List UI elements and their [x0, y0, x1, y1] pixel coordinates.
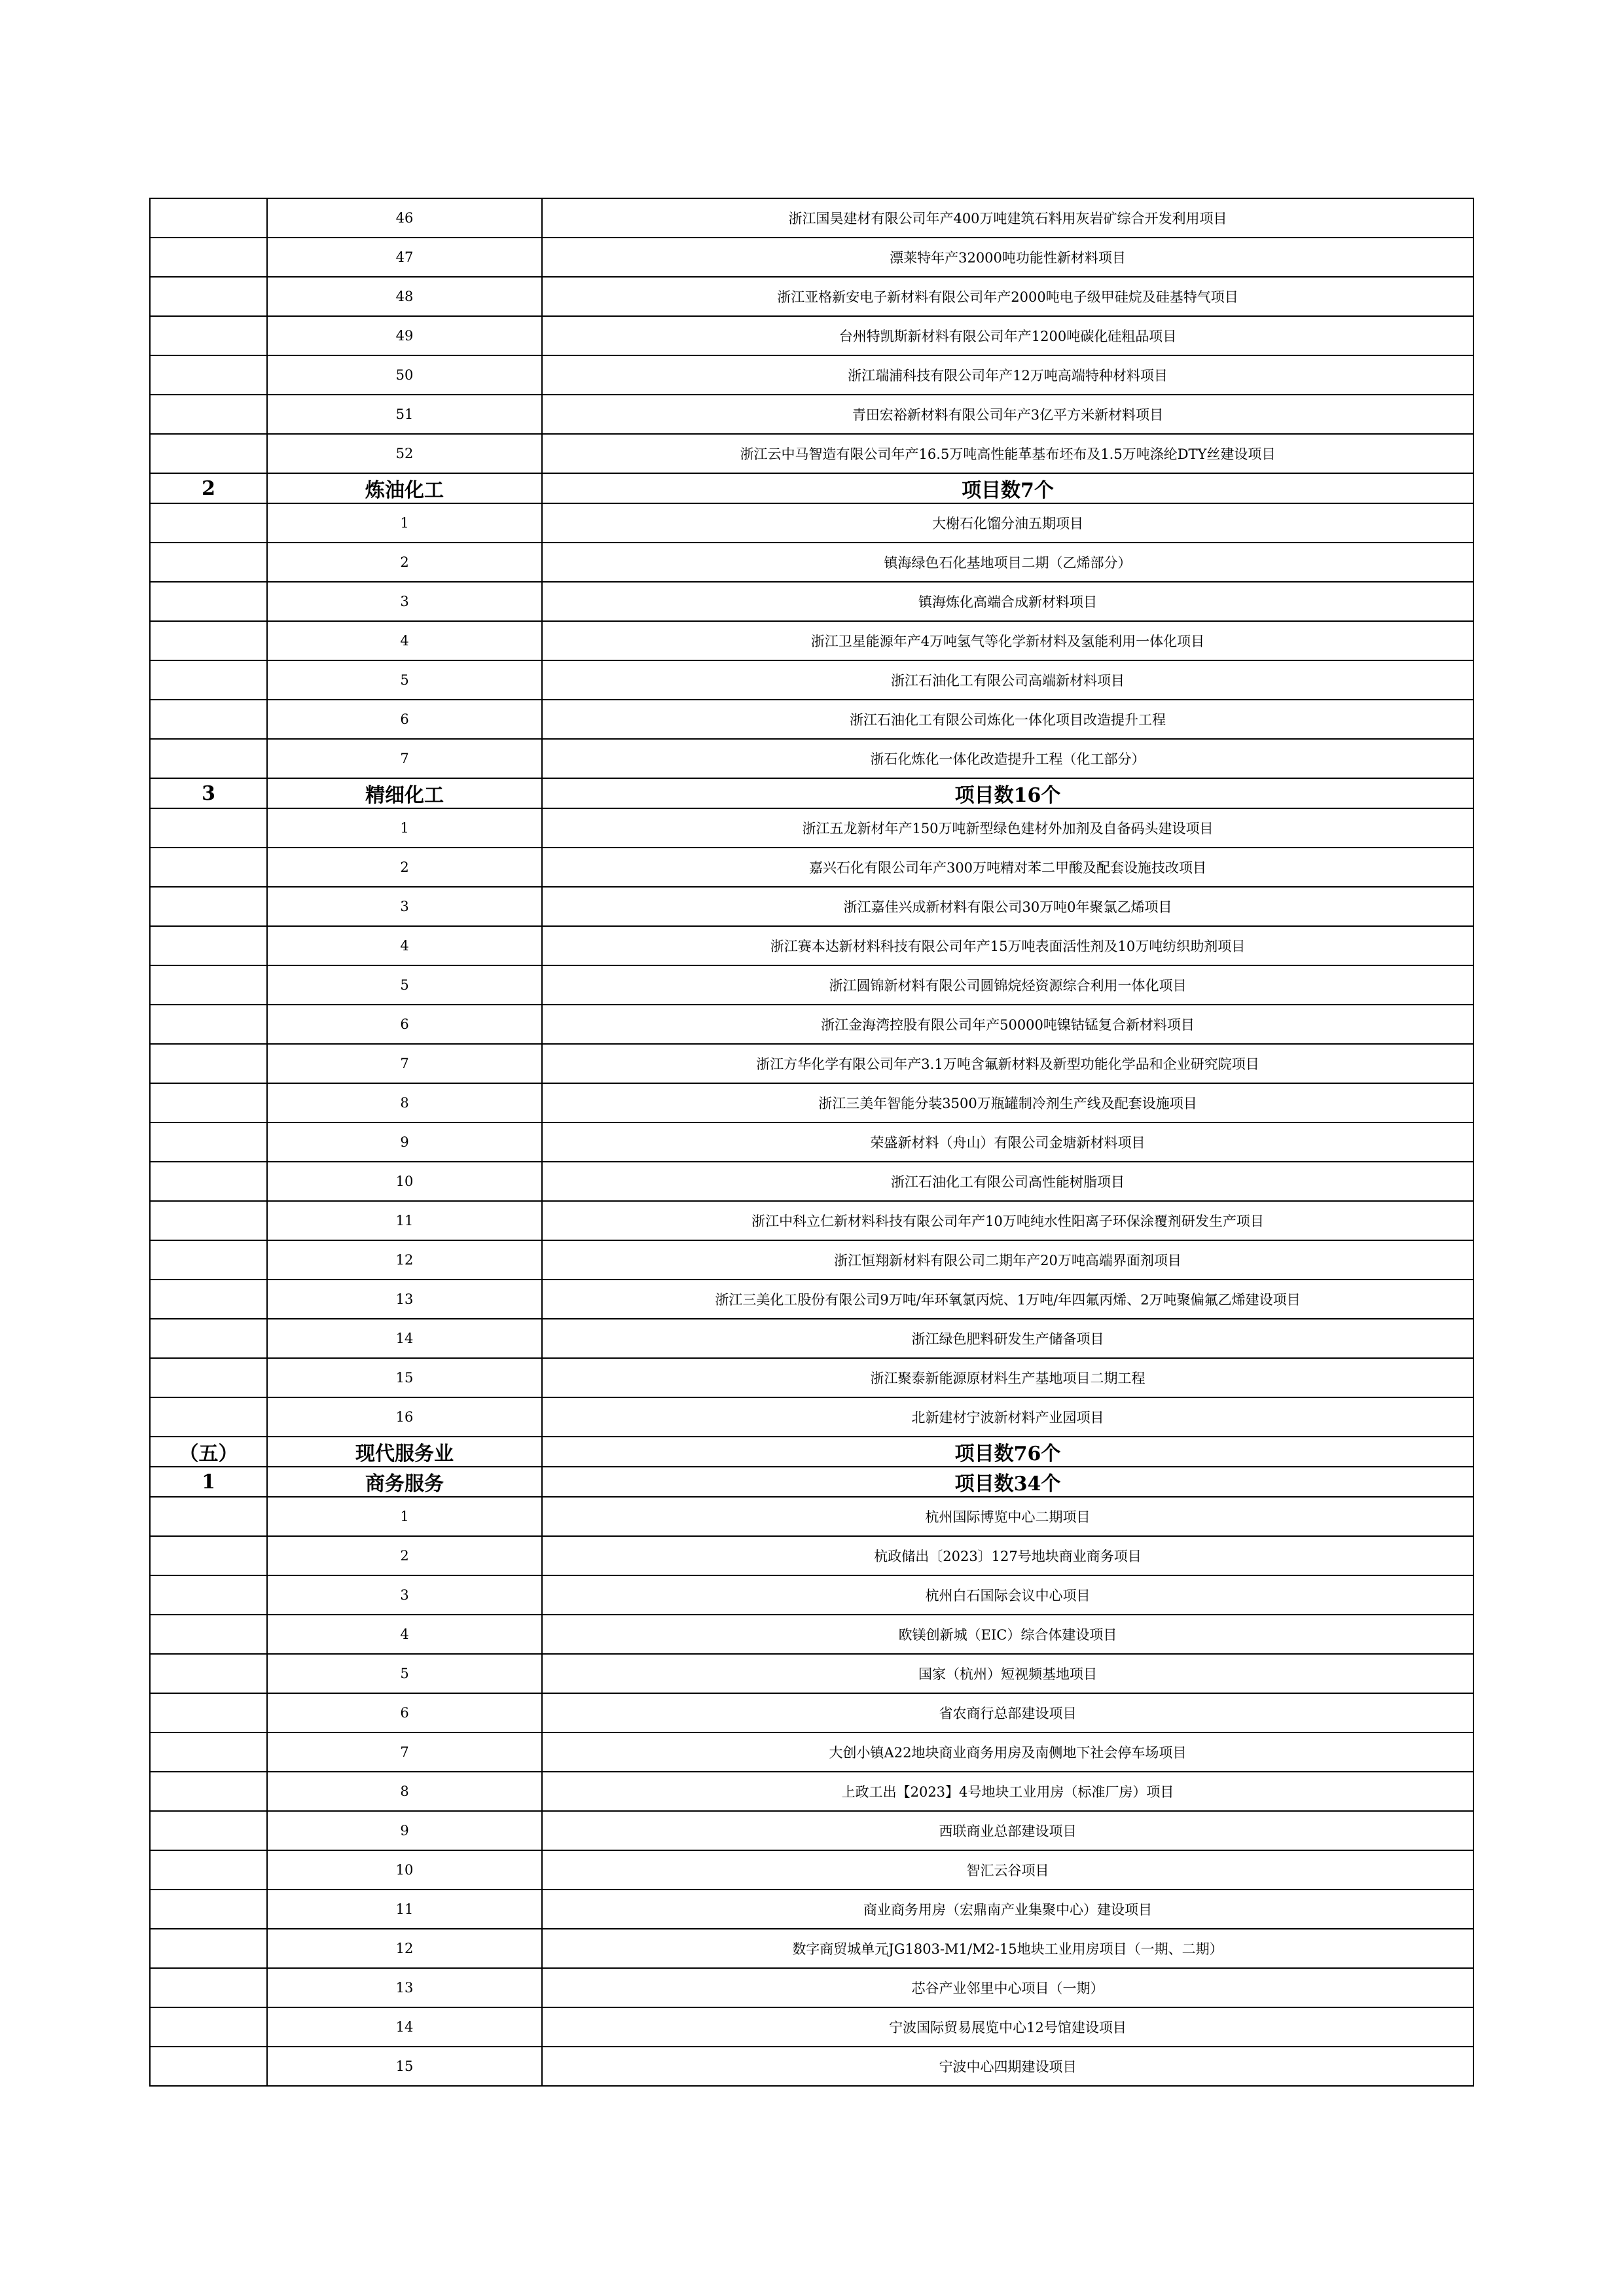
project-row — [150, 582, 1473, 621]
project-row — [150, 1240, 1473, 1280]
project-row — [150, 1850, 1473, 1890]
project-number: 47 — [267, 238, 542, 277]
project-name: 西联商业总部建设项目 — [542, 1811, 1473, 1850]
project-number: 3 — [267, 1575, 542, 1615]
project-name: 宁波中心四期建设项目 — [542, 2047, 1473, 2086]
project-number: 48 — [267, 277, 542, 316]
project-row — [150, 1358, 1473, 1397]
project-row — [150, 1319, 1473, 1358]
category-cell — [150, 1280, 267, 1319]
category-cell — [150, 1929, 267, 1968]
category-cell — [150, 1358, 267, 1397]
project-name: 杭州白石国际会议中心项目 — [542, 1575, 1473, 1615]
project-row — [150, 926, 1473, 965]
category-row — [150, 473, 1473, 503]
project-name: 浙江圆锦新材料有限公司圆锦烷烃资源综合利用一体化项目 — [542, 965, 1473, 1005]
project-name: 浙江五龙新材年产150万吨新型绿色建材外加剂及自备码头建设项目 — [542, 808, 1473, 848]
project-name: 浙石化炼化一体化改造提升工程（化工部分） — [542, 739, 1473, 778]
project-row — [150, 1575, 1473, 1615]
project-row — [150, 1772, 1473, 1811]
category-cell — [150, 1536, 267, 1575]
project-name: 浙江国昊建材有限公司年产400万吨建筑石料用灰岩矿综合开发利用项目 — [542, 198, 1473, 238]
project-name: 浙江嘉佳兴成新材料有限公司30万吨0年聚氯乙烯项目 — [542, 887, 1473, 926]
project-row — [150, 1732, 1473, 1772]
project-number: 5 — [267, 1654, 542, 1693]
project-row — [150, 1536, 1473, 1575]
project-number: 13 — [267, 1968, 542, 2007]
project-row — [150, 965, 1473, 1005]
project-row — [150, 660, 1473, 700]
project-name: 浙江金海湾控股有限公司年产50000吨镍钴锰复合新材料项目 — [542, 1005, 1473, 1044]
project-row — [150, 1890, 1473, 1929]
project-row — [150, 316, 1473, 355]
project-number: 51 — [267, 395, 542, 434]
project-number: 3 — [267, 582, 542, 621]
project-row — [150, 543, 1473, 582]
category-cell — [150, 660, 267, 700]
category-cell — [150, 1240, 267, 1280]
project-number: 13 — [267, 1280, 542, 1319]
project-name: 宁波国际贸易展览中心12号馆建设项目 — [542, 2007, 1473, 2047]
category-cell — [150, 808, 267, 848]
project-row — [150, 1968, 1473, 2007]
project-number: 11 — [267, 1201, 542, 1240]
project-row — [150, 848, 1473, 887]
project-name: 浙江恒翔新材料有限公司二期年产20万吨高端界面剂项目 — [542, 1240, 1473, 1280]
project-number: 6 — [267, 1005, 542, 1044]
project-number: 7 — [267, 739, 542, 778]
project-row — [150, 621, 1473, 660]
category-cell — [150, 1615, 267, 1654]
project-number: 1 — [267, 1497, 542, 1536]
category-count: 项目数7个 — [542, 473, 1473, 503]
category-cell — [150, 621, 267, 660]
project-row — [150, 2047, 1473, 2086]
project-name: 镇海绿色石化基地项目二期（乙烯部分） — [542, 543, 1473, 582]
project-number: 9 — [267, 1811, 542, 1850]
project-row — [150, 1083, 1473, 1122]
project-row — [150, 1497, 1473, 1536]
project-name: 浙江瑞浦科技有限公司年产12万吨高端特种材料项目 — [542, 355, 1473, 395]
project-name: 省农商行总部建设项目 — [542, 1693, 1473, 1732]
category-cell — [150, 395, 267, 434]
project-name: 大创小镇A22地块商业商务用房及南侧地下社会停车场项目 — [542, 1732, 1473, 1772]
project-name: 商业商务用房（宏鼎南产业集聚中心）建设项目 — [542, 1890, 1473, 1929]
category-cell — [150, 543, 267, 582]
project-number: 12 — [267, 1240, 542, 1280]
project-name: 漂莱特年产32000吨功能性新材料项目 — [542, 238, 1473, 277]
category-count: 项目数34个 — [542, 1467, 1473, 1497]
project-number: 3 — [267, 887, 542, 926]
project-row — [150, 1615, 1473, 1654]
category-cell — [150, 1162, 267, 1201]
project-number: 7 — [267, 1044, 542, 1083]
project-name: 浙江亚格新安电子新材料有限公司年产2000吨电子级甲硅烷及硅基特气项目 — [542, 277, 1473, 316]
project-row — [150, 434, 1473, 473]
category-cell — [150, 1122, 267, 1162]
category-cell — [150, 316, 267, 355]
project-row — [150, 887, 1473, 926]
category-cell — [150, 1654, 267, 1693]
category-cell — [150, 1083, 267, 1122]
project-name: 浙江卫星能源年产4万吨氢气等化学新材料及氢能利用一体化项目 — [542, 621, 1473, 660]
category-cell — [150, 198, 267, 238]
project-name: 荣盛新材料（舟山）有限公司金塘新材料项目 — [542, 1122, 1473, 1162]
project-number: 2 — [267, 1536, 542, 1575]
project-name: 浙江石油化工有限公司高端新材料项目 — [542, 660, 1473, 700]
category-row — [150, 778, 1473, 808]
project-name: 北新建材宁波新材料产业园项目 — [542, 1397, 1473, 1437]
project-name: 芯谷产业邻里中心项目（一期） — [542, 1968, 1473, 2007]
project-name: 智汇云谷项目 — [542, 1850, 1473, 1890]
category-cell — [150, 1890, 267, 1929]
category-cell — [150, 1693, 267, 1732]
project-row — [150, 1811, 1473, 1850]
project-name: 大榭石化馏分油五期项目 — [542, 503, 1473, 543]
project-name: 浙江聚泰新能源原材料生产基地项目二期工程 — [542, 1358, 1473, 1397]
project-row — [150, 1122, 1473, 1162]
project-name: 浙江赛本达新材料科技有限公司年产15万吨表面活性剂及10万吨纺织助剂项目 — [542, 926, 1473, 965]
project-number: 5 — [267, 965, 542, 1005]
project-name: 浙江石油化工有限公司高性能树脂项目 — [542, 1162, 1473, 1201]
category-cell — [150, 1850, 267, 1890]
project-name: 浙江石油化工有限公司炼化一体化项目改造提升工程 — [542, 700, 1473, 739]
project-number: 12 — [267, 1929, 542, 1968]
project-name: 浙江三美年智能分装3500万瓶罐制冷剂生产线及配套设施项目 — [542, 1083, 1473, 1122]
project-number: 5 — [267, 660, 542, 700]
category-count: 项目数76个 — [542, 1437, 1473, 1467]
category-cell — [150, 503, 267, 543]
project-number: 50 — [267, 355, 542, 395]
category-cell — [150, 238, 267, 277]
category-cell — [150, 1044, 267, 1083]
category-name: 精细化工 — [267, 778, 542, 808]
project-row — [150, 2007, 1473, 2047]
category-cell — [150, 1811, 267, 1850]
category-cell — [150, 1732, 267, 1772]
project-number: 10 — [267, 1162, 542, 1201]
project-name: 镇海炼化高端合成新材料项目 — [542, 582, 1473, 621]
category-cell — [150, 700, 267, 739]
project-name: 嘉兴石化有限公司年产300万吨精对苯二甲酸及配套设施技改项目 — [542, 848, 1473, 887]
project-name: 浙江三美化工股份有限公司9万吨/年环氧氯丙烷、1万吨/年四氟丙烯、2万吨聚偏氟乙烯建设项目 — [542, 1280, 1473, 1319]
project-name: 欧镁创新城（EIC）综合体建设项目 — [542, 1615, 1473, 1654]
project-number: 15 — [267, 1358, 542, 1397]
project-name: 浙江方华化学有限公司年产3.1万吨含氟新材料及新型功能化学品和企业研究院项目 — [542, 1044, 1473, 1083]
project-name: 国家（杭州）短视频基地项目 — [542, 1654, 1473, 1693]
project-row — [150, 739, 1473, 778]
project-row — [150, 355, 1473, 395]
project-table-body — [150, 198, 1473, 2086]
project-name: 数字商贸城单元JG1803-M1/M2-15地块工业用房项目（一期、二期） — [542, 1929, 1473, 1968]
project-number: 6 — [267, 700, 542, 739]
category-cell — [150, 1968, 267, 2007]
project-row — [150, 1280, 1473, 1319]
category-cell — [150, 887, 267, 926]
category-cell — [150, 582, 267, 621]
category-cell — [150, 1397, 267, 1437]
project-number: 49 — [267, 316, 542, 355]
project-name: 青田宏裕新材料有限公司年产3亿平方米新材料项目 — [542, 395, 1473, 434]
project-name: 台州特凯斯新材料有限公司年产1200吨碳化硅粗品项目 — [542, 316, 1473, 355]
project-number: 52 — [267, 434, 542, 473]
category-cell — [150, 2047, 267, 2086]
category-cell — [150, 1005, 267, 1044]
project-number: 4 — [267, 926, 542, 965]
project-number: 15 — [267, 2047, 542, 2086]
project-number: 2 — [267, 848, 542, 887]
project-name: 浙江绿色肥料研发生产储备项目 — [542, 1319, 1473, 1358]
project-table — [149, 198, 1474, 2087]
project-row — [150, 1005, 1473, 1044]
category-index: 1 — [150, 1467, 267, 1497]
category-cell — [150, 965, 267, 1005]
project-number: 1 — [267, 808, 542, 848]
project-number: 4 — [267, 621, 542, 660]
category-row — [150, 1467, 1473, 1497]
project-row — [150, 395, 1473, 434]
project-row — [150, 1397, 1473, 1437]
category-cell — [150, 277, 267, 316]
project-row — [150, 277, 1473, 316]
category-name: 炼油化工 — [267, 473, 542, 503]
project-number: 16 — [267, 1397, 542, 1437]
category-cell — [150, 848, 267, 887]
category-cell — [150, 1319, 267, 1358]
project-number: 11 — [267, 1890, 542, 1929]
project-number: 14 — [267, 1319, 542, 1358]
category-index: （五） — [150, 1437, 267, 1467]
project-row — [150, 1693, 1473, 1732]
category-cell — [150, 926, 267, 965]
project-row — [150, 1162, 1473, 1201]
project-number: 2 — [267, 543, 542, 582]
project-row — [150, 1929, 1473, 1968]
category-name: 商务服务 — [267, 1467, 542, 1497]
category-cell — [150, 434, 267, 473]
project-name: 浙江云中马智造有限公司年产16.5万吨高性能革基布坯布及1.5万吨涤纶DTY丝建设项目 — [542, 434, 1473, 473]
category-cell — [150, 739, 267, 778]
project-name: 杭政储出〔2023〕127号地块商业商务项目 — [542, 1536, 1473, 1575]
project-row — [150, 238, 1473, 277]
project-name: 浙江中科立仁新材料科技有限公司年产10万吨纯水性阳离子环保涂覆剂研发生产项目 — [542, 1201, 1473, 1240]
project-number: 14 — [267, 2007, 542, 2047]
project-row — [150, 808, 1473, 848]
project-row — [150, 1044, 1473, 1083]
project-number: 8 — [267, 1772, 542, 1811]
project-number: 6 — [267, 1693, 542, 1732]
category-name: 现代服务业 — [267, 1437, 542, 1467]
project-number: 4 — [267, 1615, 542, 1654]
category-cell — [150, 1575, 267, 1615]
project-number: 9 — [267, 1122, 542, 1162]
project-number: 46 — [267, 198, 542, 238]
category-cell — [150, 1772, 267, 1811]
project-row — [150, 198, 1473, 238]
project-row — [150, 1201, 1473, 1240]
category-cell — [150, 355, 267, 395]
category-cell — [150, 1497, 267, 1536]
project-number: 1 — [267, 503, 542, 543]
project-number: 7 — [267, 1732, 542, 1772]
project-row — [150, 503, 1473, 543]
project-name: 上政工出【2023】4号地块工业用房（标准厂房）项目 — [542, 1772, 1473, 1811]
category-cell — [150, 2007, 267, 2047]
project-row — [150, 1654, 1473, 1693]
category-row — [150, 1437, 1473, 1467]
project-number: 10 — [267, 1850, 542, 1890]
category-index: 3 — [150, 778, 267, 808]
project-name: 杭州国际博览中心二期项目 — [542, 1497, 1473, 1536]
project-number: 8 — [267, 1083, 542, 1122]
project-row — [150, 700, 1473, 739]
category-cell — [150, 1201, 267, 1240]
category-index: 2 — [150, 473, 267, 503]
category-count: 项目数16个 — [542, 778, 1473, 808]
